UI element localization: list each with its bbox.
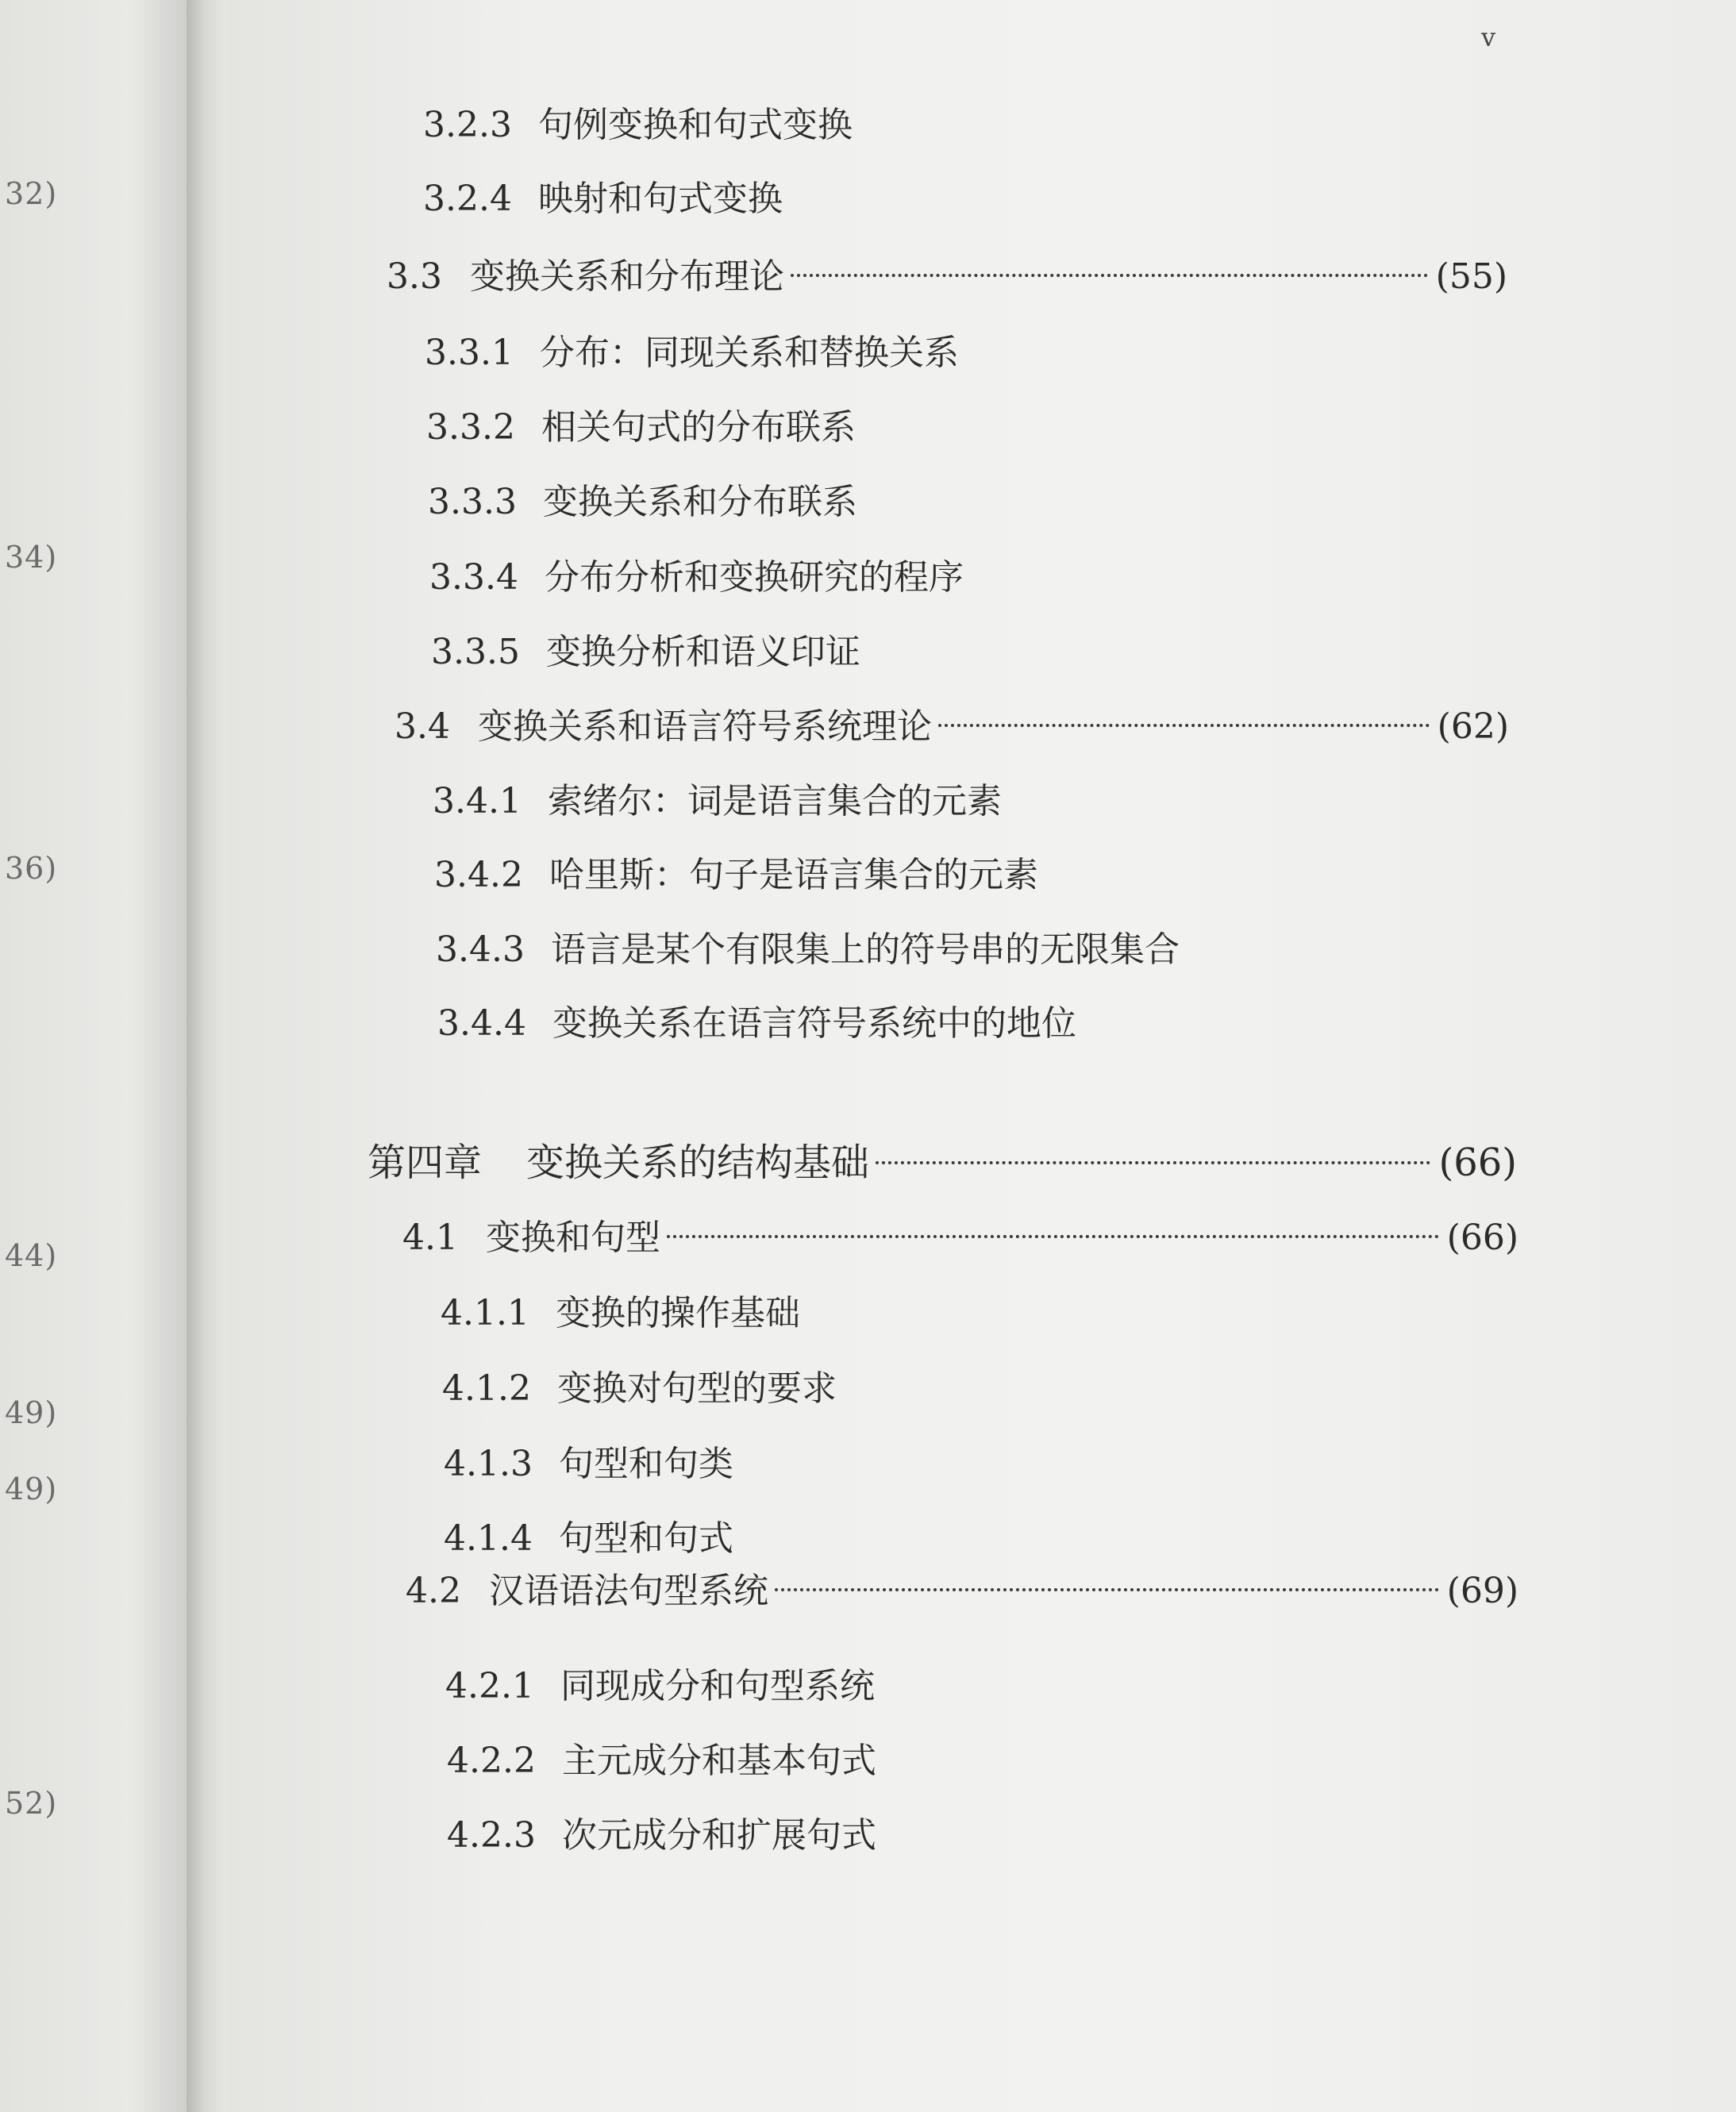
- left-page-number: 49): [5, 1395, 58, 1430]
- entry-number: 3.3.1: [425, 333, 514, 373]
- book-gutter: [187, 0, 226, 2112]
- entry-title: 分布分析和变换研究的程序: [545, 557, 964, 598]
- leader-dots: [775, 1588, 1439, 1591]
- left-page-number: 44): [5, 1238, 58, 1273]
- entry-page: (69): [1446, 1571, 1519, 1611]
- entry-number: 3.2.4: [423, 179, 512, 219]
- entry-page: (66): [1438, 1141, 1517, 1185]
- entry-title: 变换关系和语言符号系统理论: [478, 706, 932, 747]
- toc-entry: [429, 550, 964, 606]
- right-page: [226, 0, 1736, 2112]
- entry-title: 句型和句式: [559, 1518, 733, 1559]
- entry-number: 3.3.4: [429, 557, 518, 598]
- leader-dots: [938, 724, 1430, 727]
- entry-number: 4.2.1: [445, 1666, 534, 1706]
- entry-number: 4.1: [402, 1218, 458, 1258]
- entry-page: (62): [1437, 706, 1509, 747]
- leader-dots: [876, 1161, 1430, 1164]
- toc-entry: [426, 400, 856, 456]
- entry-title: 映射和句式变换: [538, 179, 783, 219]
- entry-number: 4.2.2: [447, 1741, 536, 1781]
- toc-entry: [395, 699, 1509, 755]
- entry-title: 主元成分和基本句式: [562, 1741, 876, 1781]
- left-page-number: 49): [5, 1471, 58, 1506]
- entry-title: 句例变换和句式变换: [538, 105, 853, 145]
- toc-entry: [387, 249, 1507, 305]
- entry-title: 变换关系和分布理论: [470, 256, 784, 297]
- entry-number: 4.2.3: [447, 1815, 536, 1856]
- entry-title: 索绪尔：词是语言集合的元素: [548, 781, 1002, 821]
- toc-entry: [406, 1564, 1519, 1619]
- entry-number: 3.4: [395, 706, 450, 747]
- entry-number: 4.1.1: [441, 1293, 529, 1333]
- entry-number: 3.4.4: [437, 1003, 526, 1044]
- entry-number: 3.4.3: [436, 929, 525, 970]
- entry-title: 次元成分和扩展句式: [562, 1815, 876, 1856]
- toc-entry: [447, 1808, 876, 1864]
- chapter-number: 第四章: [368, 1141, 483, 1185]
- left-page-number: 32): [5, 176, 58, 211]
- toc-entry: [423, 171, 783, 227]
- entry-number: 3.2.3: [423, 105, 512, 145]
- entry-page: (55): [1435, 256, 1507, 297]
- entry-title: 汉语语法句型系统: [489, 1571, 768, 1611]
- toc-entry: [431, 625, 860, 680]
- entry-title: 变换关系在语言符号系统中的地位: [552, 1003, 1076, 1044]
- folio: v: [1481, 22, 1496, 52]
- toc-entry: [433, 774, 1002, 829]
- toc-entry: [444, 1437, 733, 1492]
- entry-number: 4.1.4: [444, 1518, 533, 1559]
- toc-entry: [423, 98, 853, 153]
- entry-number: 4.1.2: [442, 1368, 531, 1409]
- entry-title: 变换分析和语义印证: [546, 632, 860, 672]
- entry-number: 3.3: [387, 256, 442, 297]
- toc-entry: [444, 1511, 733, 1567]
- entry-number: 3.3.5: [431, 632, 520, 672]
- left-page-number: 34): [5, 540, 58, 575]
- entry-number: 3.4.1: [433, 781, 522, 821]
- entry-title: 哈里斯：句子是语言集合的元素: [549, 855, 1038, 895]
- entry-title: 同现成分和句型系统: [560, 1666, 875, 1706]
- toc-entry: [442, 1361, 837, 1417]
- entry-title: 语言是某个有限集上的符号串的无限集合: [551, 929, 1180, 970]
- toc-entry: [428, 475, 857, 530]
- toc-entry: [436, 922, 1180, 978]
- entry-number: 4.2: [406, 1571, 461, 1611]
- toc-entry: [447, 1733, 876, 1789]
- entry-title: 变换关系和分布联系: [543, 482, 857, 522]
- left-page: [0, 0, 187, 2112]
- left-page-number: 36): [5, 851, 58, 886]
- entry-title: 变换的操作基础: [556, 1293, 800, 1333]
- chapter-title: 变换关系的结构基础: [526, 1141, 870, 1185]
- leader-dots: [791, 274, 1428, 277]
- entry-number: 3.4.2: [434, 855, 523, 895]
- toc-entry: [402, 1210, 1519, 1266]
- entry-title: 句型和句类: [559, 1444, 733, 1484]
- toc-entry: [425, 325, 959, 381]
- entry-title: 变换对句型的要求: [557, 1368, 837, 1409]
- entry-title: 分布：同现关系和替换关系: [540, 333, 959, 373]
- toc-entry: [445, 1659, 875, 1714]
- toc-chapter-entry: [368, 1135, 1517, 1191]
- left-page-number: 52): [5, 1786, 58, 1821]
- leader-dots: [667, 1235, 1439, 1238]
- entry-page: (66): [1446, 1218, 1519, 1258]
- toc-entry: [441, 1286, 800, 1341]
- entry-number: 3.3.3: [428, 482, 517, 522]
- entry-title: 相关句式的分布联系: [541, 407, 856, 448]
- entry-number: 3.3.2: [426, 407, 515, 448]
- entry-title: 变换和句型: [486, 1218, 660, 1258]
- toc-entry: [437, 996, 1076, 1052]
- entry-number: 4.1.3: [444, 1444, 533, 1484]
- toc-entry: [434, 848, 1038, 903]
